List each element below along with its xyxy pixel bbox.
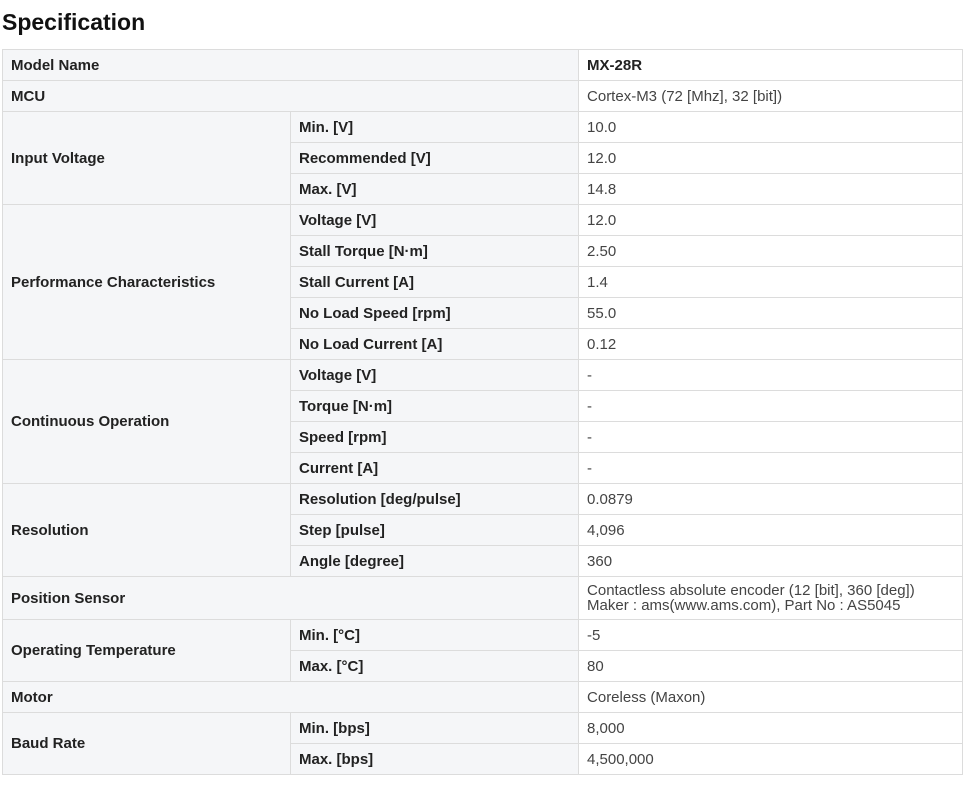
sub-value: 4,096 [579,515,963,546]
table-row [3,713,963,744]
input-voltage-label: Input Voltage [3,112,291,205]
sub-value: 360 [579,546,963,577]
sub-value: - [579,422,963,453]
sub-label: Min. [V] [291,112,579,143]
performance-label: Performance Characteristics [3,205,291,360]
sub-value: 55.0 [579,298,963,329]
sub-label: Voltage [V] [291,360,579,391]
sub-value: 2.50 [579,236,963,267]
sub-value: - [579,453,963,484]
sub-label: Voltage [V] [291,205,579,236]
motor-label: Motor [3,682,579,713]
sub-label: Stall Current [A] [291,267,579,298]
sub-label: Speed [rpm] [291,422,579,453]
specification-table [2,49,963,775]
page-title: Specification [2,9,146,35]
table-row [3,484,963,515]
sub-label: Max. [°C] [291,651,579,682]
sub-label: Torque [N·m] [291,391,579,422]
table-row [3,360,963,391]
position-sensor-line-2: Maker : ams(www.ams.com), Part No : AS5045 [587,597,901,614]
sub-label: Resolution [deg/pulse] [291,484,579,515]
table-row [3,620,963,651]
sub-value: - [579,391,963,422]
sub-label: Recommended [V] [291,143,579,174]
table-row [3,682,963,713]
table-row [3,205,963,236]
sub-label: No Load Speed [rpm] [291,298,579,329]
baud-rate-label: Baud Rate [3,713,291,775]
model-name-label: Model Name [3,50,579,81]
table-row [3,577,963,620]
resolution-label: Resolution [3,484,291,577]
sub-label: Step [pulse] [291,515,579,546]
sub-label: Max. [V] [291,174,579,205]
sub-value: -5 [579,620,963,651]
sub-label: No Load Current [A] [291,329,579,360]
model-name-value: MX-28R [579,50,963,81]
position-sensor-line-1: Contactless absolute encoder (12 [bit], 360 [deg]) [587,582,915,599]
sub-value: 0.12 [579,329,963,360]
sub-value: 4,500,000 [579,744,963,775]
sub-label: Min. [bps] [291,713,579,744]
sub-value: 12.0 [579,143,963,174]
sub-value: 12.0 [579,205,963,236]
sub-value: 1.4 [579,267,963,298]
sub-value: 8,000 [579,713,963,744]
mcu-label: MCU [3,81,579,112]
sub-label: Stall Torque [N·m] [291,236,579,267]
position-sensor-label: Position Sensor [3,577,579,620]
sub-label: Max. [bps] [291,744,579,775]
continuous-operation-label: Continuous Operation [3,360,291,484]
sub-label: Current [A] [291,453,579,484]
motor-value: Coreless (Maxon) [579,682,963,713]
sub-value: 80 [579,651,963,682]
sub-label: Min. [°C] [291,620,579,651]
mcu-value: Cortex-M3 (72 [Mhz], 32 [bit]) [579,81,963,112]
position-sensor-value [579,577,963,620]
sub-value: 14.8 [579,174,963,205]
table-row [3,112,963,143]
sub-value: 10.0 [579,112,963,143]
operating-temperature-label: Operating Temperature [3,620,291,682]
table-row [3,50,963,81]
sub-value: - [579,360,963,391]
sub-value: 0.0879 [579,484,963,515]
table-row [3,81,963,112]
sub-label: Angle [degree] [291,546,579,577]
